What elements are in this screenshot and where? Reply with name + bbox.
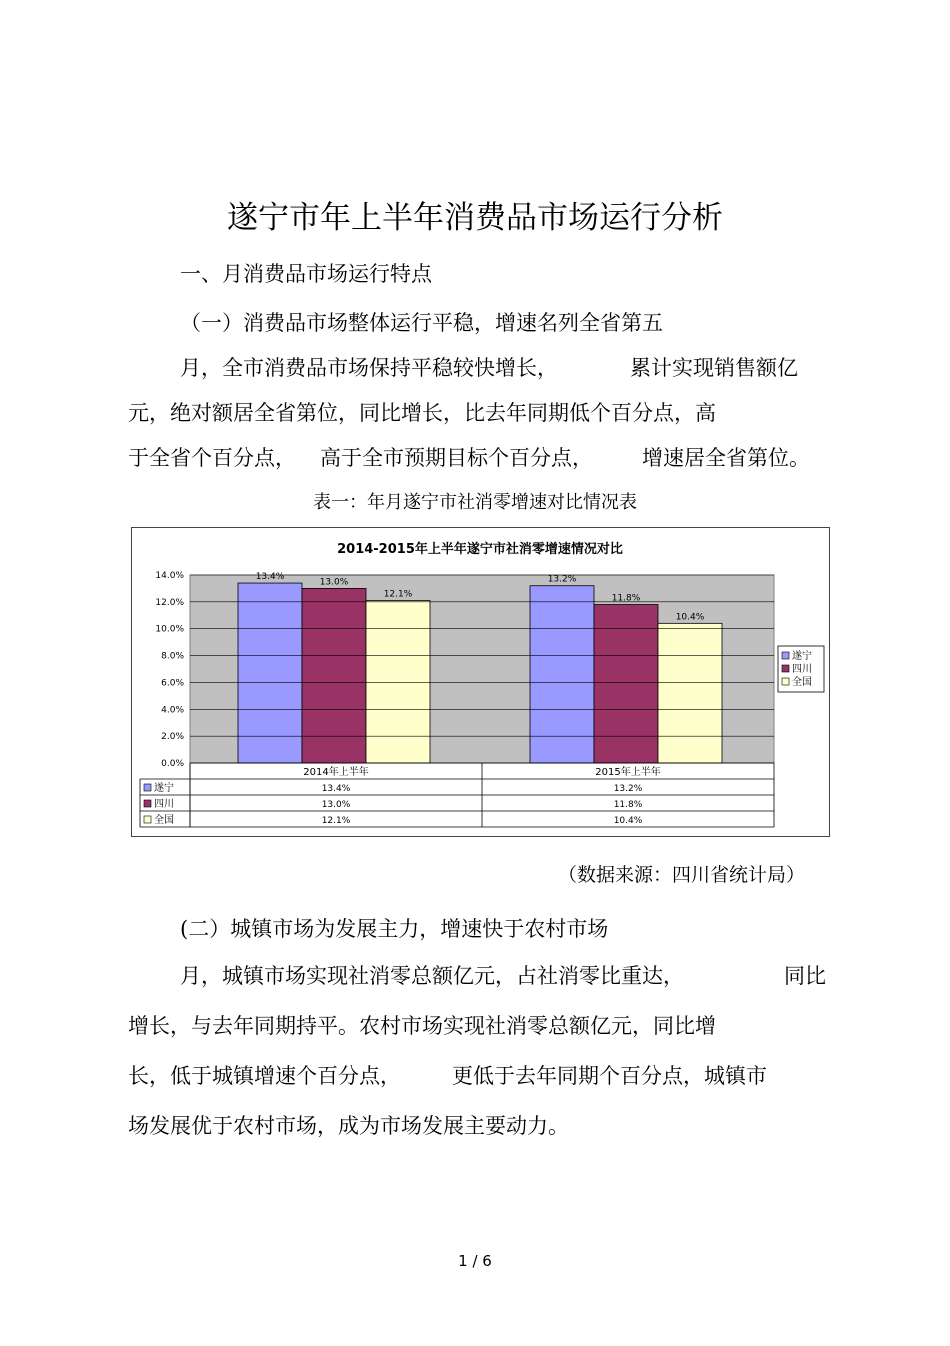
table-cell: 10.4% [613, 816, 643, 826]
bar-label: 13.2% [547, 574, 577, 585]
para2-line2: 增长，与去年同期持平。农村市场实现社消零总额亿元，同比增 [128, 1014, 716, 1038]
para1-line3b: 高于全市预期目标个百分点， [320, 446, 593, 470]
table-caption: 表一：年月遂宁市社消零增速对比情况表 [313, 492, 637, 513]
table-swatch-全国 [144, 816, 151, 823]
page-title: 遂宁市年上半年消费品市场运行分析 [227, 200, 723, 236]
legend-label: 四川 [792, 664, 812, 675]
para1-line3a: 于全省个百分点， [128, 446, 296, 470]
bar-四川-1 [594, 605, 658, 763]
y-tick-label: 4.0% [161, 705, 184, 716]
section-heading: 一、月消费品市场运行特点 [180, 262, 432, 286]
para2-line3a: 长，低于城镇增速个百分点， [128, 1064, 401, 1088]
table-row-label: 全国 [154, 815, 174, 826]
table-cell: 13.0% [321, 800, 351, 810]
bar-label: 13.0% [319, 577, 349, 588]
legend-swatch-四川 [782, 665, 789, 672]
table-row-label: 四川 [154, 799, 174, 810]
chart-frame [131, 527, 830, 837]
para2-line4: 场发展优于农村市场，成为市场发展主要动力。 [128, 1114, 569, 1138]
y-tick-label: 8.0% [161, 651, 184, 662]
chart-title: 2014-2015年上半年遂宁市社消零增速情况对比 [337, 542, 623, 557]
y-tick-label: 12.0% [155, 597, 184, 608]
y-tick-label: 6.0% [161, 678, 184, 689]
para1-line1b: 累计实现销售额亿 [630, 356, 798, 380]
bar-label: 10.4% [675, 612, 705, 623]
para1-line2: 元，绝对额居全省第位，同比增长，比去年同期低个百分点，高 [128, 401, 716, 425]
table-header-cell: 2015年上半年 [595, 767, 661, 778]
y-tick-label: 14.0% [155, 571, 184, 581]
subheading-1: （一）消费品市场整体运行平稳，增速名列全省第五 [180, 311, 663, 335]
data-source: （数据来源：四川省统计局） [557, 864, 805, 886]
y-tick-label: 0.0% [161, 759, 184, 769]
table-cell: 13.4% [321, 784, 351, 794]
table-swatch-四川 [144, 800, 151, 807]
legend-label: 全国 [792, 677, 812, 688]
legend-label: 遂宁 [792, 651, 812, 662]
bar-chart [132, 528, 829, 836]
bar-全国-1 [658, 623, 722, 763]
table-row-label: 遂宁 [154, 783, 174, 794]
legend-swatch-全国 [782, 678, 789, 685]
table-cell: 12.1% [321, 816, 351, 826]
y-tick-label: 2.0% [161, 732, 184, 743]
table-cell: 11.8% [613, 800, 643, 810]
bar-四川-0 [302, 588, 366, 763]
bar-label: 12.1% [383, 589, 413, 600]
para1-line3c: 增速居全省第位。 [642, 446, 810, 470]
table-cell: 13.2% [613, 784, 643, 794]
subheading-2: (二）城镇市场为发展主力，增速快于农村市场 [180, 917, 609, 941]
table-header-cell: 2014年上半年 [303, 767, 369, 778]
bar-全国-0 [366, 601, 430, 763]
legend-swatch-遂宁 [782, 652, 789, 659]
bar-label: 11.8% [611, 593, 641, 604]
table-swatch-遂宁 [144, 784, 151, 791]
page-number: 1 / 6 [458, 1252, 492, 1270]
bar-label: 13.4% [255, 572, 285, 583]
para2-line3b: 更低于去年同期个百分点，城镇市 [452, 1064, 767, 1088]
y-tick-label: 10.0% [155, 624, 184, 635]
para2-line1b: 同比 [784, 964, 826, 988]
para2-line1a: 月，城镇市场实现社消零总额亿元，占社消零比重达， [180, 964, 684, 988]
para1-line1a: 月，全市消费品市场保持平稳较快增长， [180, 356, 558, 380]
